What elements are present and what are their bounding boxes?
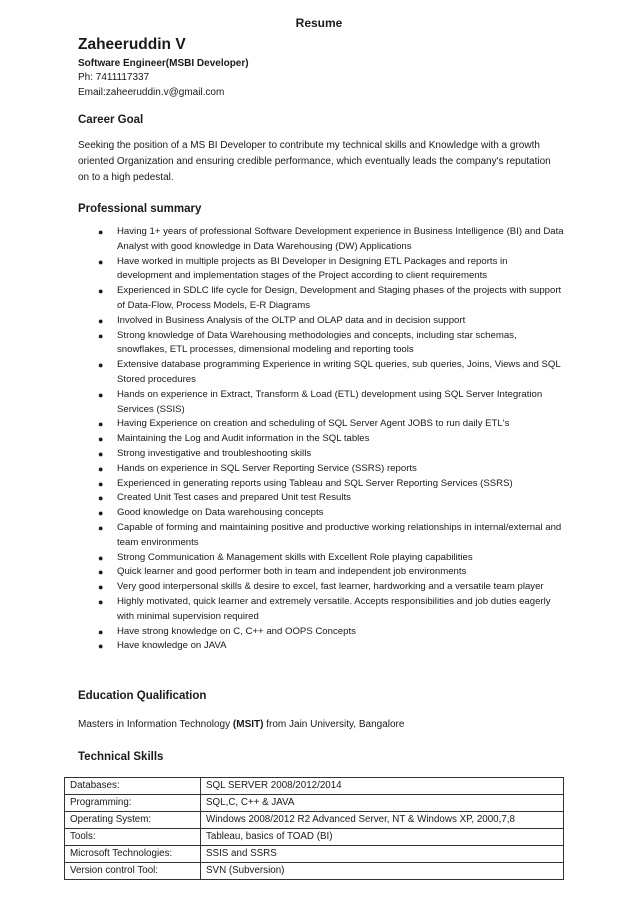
candidate-name: Zaheeruddin V: [78, 36, 186, 53]
skill-label: Programming:: [65, 795, 201, 812]
summary-item: [98, 329, 565, 359]
summary-item: [98, 521, 565, 551]
document-title: Resume: [295, 16, 343, 30]
bullet-icon: ●: [98, 448, 104, 459]
summary-item: [98, 477, 565, 492]
summary-item-text: Have worked in multiple projects as BI Developer in Designing ETL Packages and reports in development and implementation stages of the Project according to client requirements: [117, 255, 508, 282]
skill-value: Tableau, basics of TOAD (BI): [201, 829, 564, 846]
table-row: [65, 829, 564, 846]
bullet-icon: ●: [98, 508, 104, 519]
career-goal-heading: Career Goal: [78, 114, 144, 126]
bullet-icon: ●: [98, 463, 104, 474]
summary-item-text: Experienced in generating reports using Tableau and SQL Server Reporting Services (SSRS): [117, 477, 513, 489]
summary-item: [98, 580, 565, 595]
summary-item-text: Involved in Business Analysis of the OLTP and OLAP data and in decision support: [117, 314, 466, 326]
phone-number: Ph: 7411117337: [78, 72, 150, 83]
summary-item-text: Have strong knowledge on C, C++ and OOPS Concepts: [117, 625, 356, 637]
bullet-icon: ●: [98, 434, 104, 445]
summary-item: [98, 432, 565, 447]
professional-summary-list: [98, 225, 565, 654]
summary-item-text: Having Experience on creation and scheduling of SQL Server Agent JOBS to run daily ETL's: [117, 418, 510, 430]
summary-item: [98, 551, 565, 566]
summary-item-text: Created Unit Test cases and prepared Unit test Results: [117, 492, 351, 504]
summary-item-text: Strong knowledge of Data Warehousing methodologies and concepts, including star schemas, snowflakes, ETL processes, dimensional modeling and reporting tools: [117, 329, 517, 356]
bullet-icon: ●: [98, 315, 104, 326]
summary-item-text: Having 1+ years of professional Software Development experience in Business Intelligence (BI) and Data Analyst with good knowledge in Data Warehousing (DW) Applications: [117, 226, 564, 252]
summary-item-text: Have knowledge on JAVA: [117, 640, 227, 652]
bullet-icon: ●: [98, 389, 104, 400]
professional-summary-heading: Professional summary: [78, 203, 202, 215]
summary-item-text: Highly motivated, quick learner and extremely versatile. Accepts responsibilities and job duties eagerly with minimal supervision required: [117, 595, 551, 622]
summary-item: [98, 491, 565, 506]
summary-item-text: Extensive database programming Experience in writing SQL queries, sub queries, Joins, Views and SQL Stored procedures: [117, 359, 561, 385]
summary-item: [98, 417, 565, 432]
skill-value: SQL SERVER 2008/2012/2014: [201, 778, 564, 795]
table-row: [65, 778, 564, 795]
summary-item-text: Hands on experience in SQL Server Reporting Service (SSRS) reports: [117, 462, 417, 474]
education-text-after: from Jain University, Bangalore: [263, 719, 405, 730]
skill-value: SVN (Subversion): [201, 863, 564, 880]
table-row: [65, 795, 564, 812]
bullet-icon: ●: [98, 582, 104, 593]
education-text: [78, 719, 404, 730]
summary-item: [98, 314, 565, 329]
summary-item-text: Quick learner and good performer both in team and independent job environments: [117, 566, 467, 578]
bullet-icon: ●: [98, 478, 104, 489]
summary-item-text: Experienced in SDLC life cycle for Design, Development and Staging phases of the projects with support of Data-Flow, Process Models, E-R Diagrams: [117, 285, 562, 311]
candidate-role: Software Engineer(MSBI Developer): [78, 58, 249, 69]
summary-item: [98, 388, 565, 418]
skill-label: Operating System:: [65, 812, 201, 829]
technical-skills-heading: Technical Skills: [78, 751, 164, 763]
bullet-icon: ●: [98, 286, 104, 297]
summary-item-text: Strong Communication & Management skills with Excellent Role playing capabilities: [117, 551, 473, 563]
summary-item-text: Hands on experience in Extract, Transform & Load (ETL) development using SQL Server Integration Services (SSIS): [117, 388, 543, 415]
summary-item: [98, 255, 565, 285]
table-row: [65, 812, 564, 829]
bullet-icon: ●: [98, 641, 104, 652]
email-address: Email:zaheeruddin.v@gmail.com: [78, 87, 225, 98]
summary-item: [98, 625, 565, 640]
bullet-icon: ●: [98, 493, 104, 504]
table-row: [65, 846, 564, 863]
bullet-icon: ●: [98, 626, 104, 637]
summary-item: [98, 225, 565, 255]
bullet-icon: ●: [98, 596, 104, 607]
skill-value: SQL,C, C++ & JAVA: [201, 795, 564, 812]
bullet-icon: ●: [98, 360, 104, 371]
bullet-icon: ●: [98, 256, 104, 267]
summary-item: [98, 462, 565, 477]
summary-item: [98, 565, 565, 580]
summary-item-text: Good knowledge on Data warehousing concepts: [117, 507, 324, 519]
bullet-icon: ●: [98, 522, 104, 533]
summary-item: [98, 506, 565, 521]
career-goal-text: Seeking the position of a MS BI Developer to contribute my technical skills and Knowledge with a growth oriented Organization and ensuring credible performance, which eventually leads the company's reputation on to a high pedestal.: [78, 140, 551, 183]
summary-item-text: Capable of forming and maintaining positive and productive working relationships in internal/external and team environments: [117, 521, 562, 548]
table-row: [65, 863, 564, 880]
summary-item: [98, 639, 565, 654]
bullet-icon: ●: [98, 419, 104, 430]
skill-value: SSIS and SSRS: [201, 846, 564, 863]
summary-item: [98, 358, 565, 388]
skill-label: Version control Tool:: [65, 863, 201, 880]
summary-item: [98, 284, 565, 314]
summary-item-text: Very good interpersonal skills & desire to excel, fast learner, hardworking and a versatile team player: [117, 581, 544, 593]
skill-value: Windows 2008/2012 R2 Advanced Server, NT & Windows XP, 2000,7,8: [201, 812, 564, 829]
education-text-before: Masters in Information Technology: [78, 719, 233, 730]
summary-item: [98, 447, 565, 462]
education-heading: Education Qualification: [78, 690, 207, 702]
education-degree: (MSIT): [232, 719, 264, 730]
bullet-icon: ●: [98, 330, 104, 341]
skill-label: Databases:: [65, 778, 201, 795]
bullet-icon: ●: [98, 227, 104, 237]
technical-skills-table: [64, 777, 564, 880]
bullet-icon: ●: [98, 552, 104, 563]
summary-item: [98, 595, 565, 625]
skill-label: Microsoft Technologies:: [65, 846, 201, 863]
bullet-icon: ●: [98, 567, 104, 578]
summary-item-text: Maintaining the Log and Audit information in the SQL tables: [117, 433, 370, 445]
skill-label: Tools:: [65, 829, 201, 846]
summary-item-text: Strong investigative and troubleshooting skills: [117, 447, 312, 459]
